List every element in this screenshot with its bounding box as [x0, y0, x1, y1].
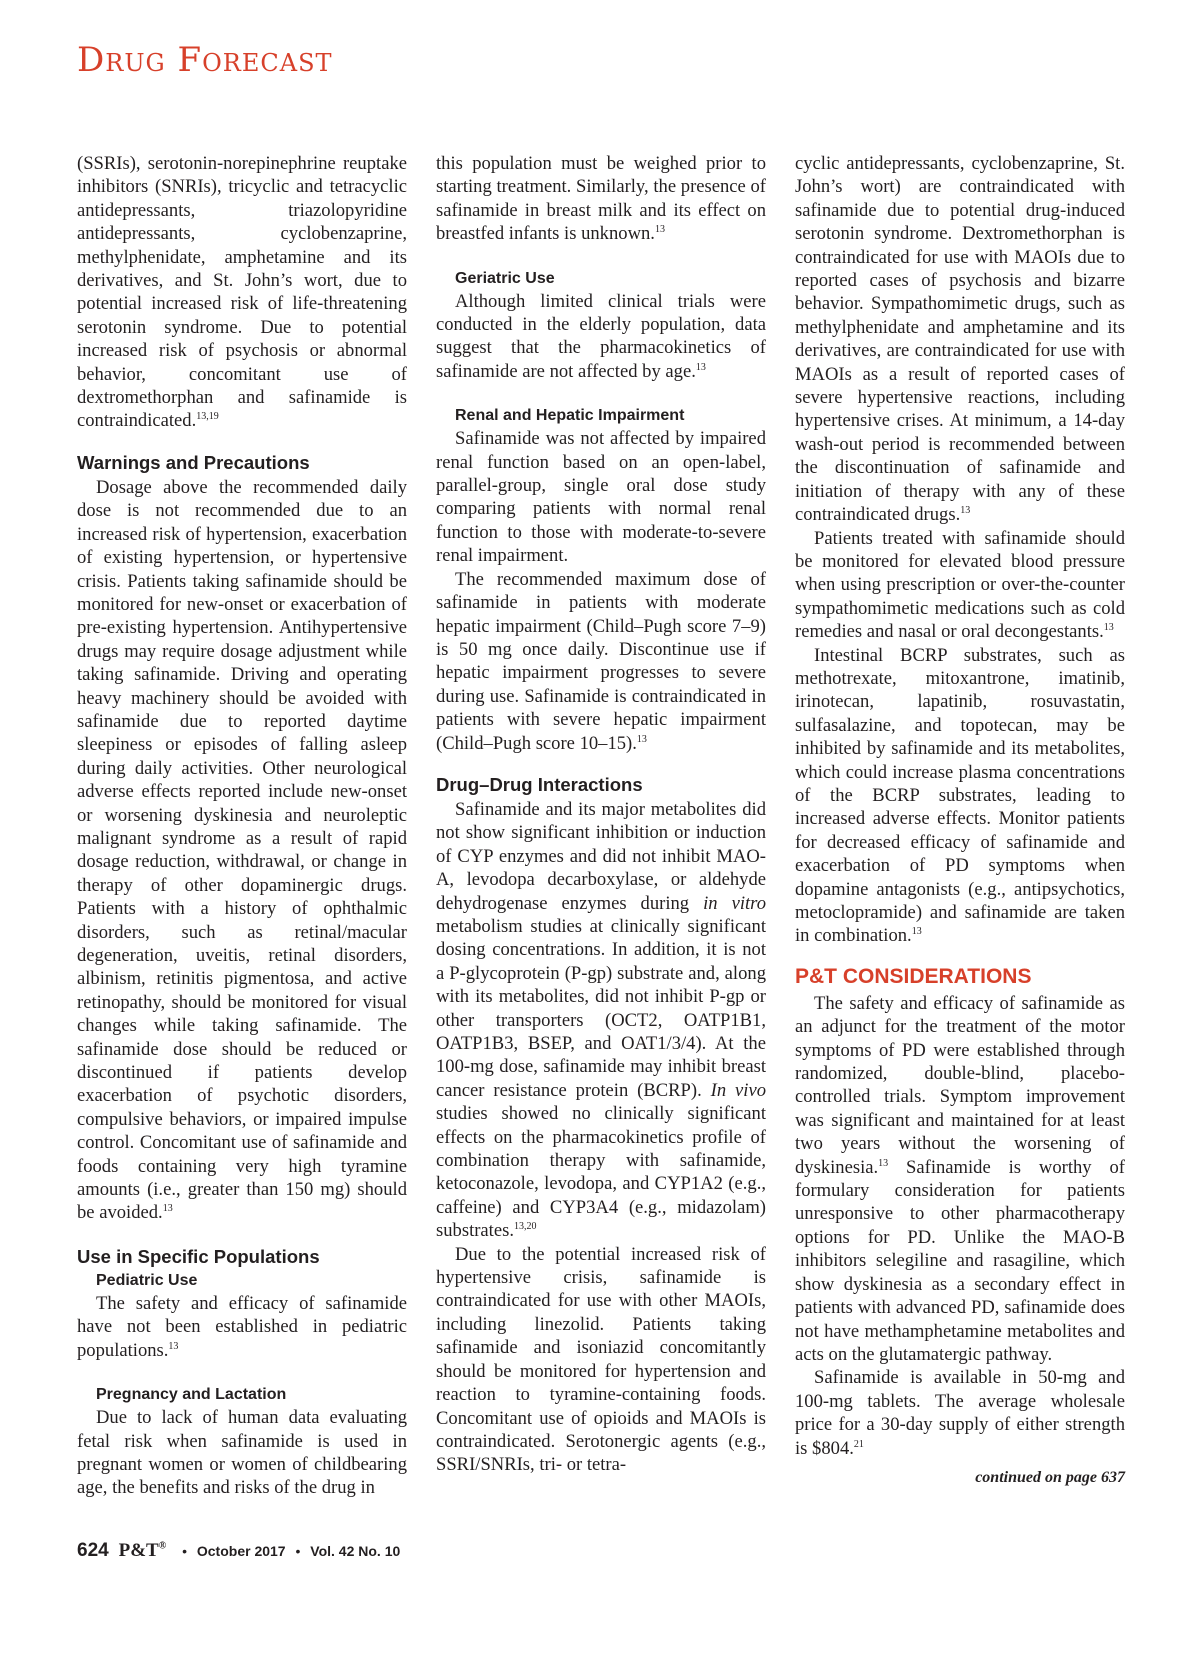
text-column-2 [436, 152, 766, 1477]
heading-specific-populations: Use in Specific Populations [77, 1245, 320, 1267]
heading-pt-considerations: P&T CONSIDERATIONS [795, 964, 1032, 988]
paragraph: (SSRIs), serotonin-norepinephrine reuptake inhibitors (SNRIs), tricyclic and tetracyclic antidepressants, triazolopyridine antidepressants, cyclobenzaprine, methylphenidate, amphetamine and its derivatives, and St. John’s wort, due to potential increased risk of life-threatening serotonin syndrome. Due to potential increased risk of psychosis or abnormal behavior, concomitant use of dextromethorphan and safinamide is contraindicated.$^{13,19}$ [77, 153, 407, 432]
paragraph: Dosage above the recommended daily dose is not recommended due to an increased risk of hypertension, exacerbation of existing hypertension, or hypertensive crisis. Patients taking safinamide should be monitored for new-onset or exacerbation of pre-existing hypertension. Antihypertensive drugs may require dosage adjustment while taking safinamide. Driving and operating heavy machinery should be avoided with safinamide due to reported daytime sleepiness or episodes of falling asleep during daily activities. Other neurological adverse effects reported include new-onset or worsening dyskinesia and neuroleptic malignant syndrome as a result of rapid dosage reduction, withdrawal, or change in therapy of other dopaminergic drugs. Patients with a history of ophthalmic disorders, such as retinal/macular degeneration, uveitis, retinal disorders, albinism, retinitis pigmentosa, and active retinopathy, should be monitored for visual changes while taking safinamide. The safinamide dose should be reduced or discontinued if patients develop exacerbation of psychotic disorders, compulsive behaviors, or impaired impulse control. Concomitant use of safinamide and foods containing very high tyramine amounts (i.e., greater than 150 mg) should be avoided.$^{13}$ [77, 476, 407, 1224]
reference: 13 [168, 1340, 179, 1352]
reference: 13 [1103, 621, 1114, 633]
reference: 13 [911, 926, 922, 938]
issue-date: October 2017 [196, 1543, 286, 1559]
text-column-1 [77, 152, 407, 1500]
paragraph: Due to lack of human data evaluating fetal risk when safinamide is used in pregnant women or women of childbearing age, the benefits and risks of the drug in [77, 1407, 407, 1499]
section-banner: Drug Forecast [77, 40, 333, 80]
reference: 13 [960, 504, 971, 516]
paragraph: The safety and efficacy of safinamide as an adjunct for the treatment of the motor symptoms of PD were established through randomized, double-blind, placebo-controlled trials. Symptom improvement was significant and maintained for at least two years without the worsening of dyskinesia.$^{13}$ Safinamide is worthy of formulary consideration for patients unresponsive to other pharmacotherapy options for PD. Unlike the MAO-B inhibitors selegiline and rasagiline, which show dyskinesia as a secondary effect in patients with advanced PD, safinamide does not have methamphetamine metabolites and acts on the glutamatergic pathway. [795, 992, 1125, 1365]
paragraph: Patients treated with safinamide should be monitored for elevated blood pressure when using prescription or over-the-counter sympathomimetic medications such as cold remedies and nasal or oral decongestants.$^{13}$ [795, 527, 1125, 643]
continued-note: continued on page 637 [975, 1468, 1125, 1486]
paragraph: The recommended maximum dose of safinamide in patients with moderate hepatic impairment (Child–Pugh score 7–9) is 50 mg once daily. Discontinue use if hepatic impairment progresses to severe during use. Safinamide is contraindicated in patients with severe hepatic impairment (Child–Pugh score 10–15).$^{13}$ [436, 568, 766, 754]
heading-drug-interactions: Drug–Drug Interactions [436, 773, 643, 795]
heading-geriatric: Geriatric Use [455, 269, 555, 287]
reference: 13 [162, 1203, 173, 1215]
paragraph: Safinamide and its major metabolites did not show significant inhibition or induction of CYP enzymes and did not inhibit MAO-A, levodopa decarboxylase, or aldehyde dehydrogenase enzymes during in vitro metabolism studies at clinically significant dosing concentrations. In addition, it is not a P-glycoprotein (P-gp) substrate and, along with its metabolites, did not inhibit P-gp or other transporters (OCT2, OATP1B1, OATP1B3, BSEP, and OAT1/3/4). At the 100-mg dose, safinamide may inhibit breast cancer resistance protein (BCRP). In vivo studies showed no clinically significant effects on the pharmacokinetics profile of combination therapy with safinamide, ketoconazole, levodopa, and CYP1A2 (e.g., caffeine) and CYP3A4 (e.g., midazolam) substrates.$^{13,20}$ [436, 798, 766, 1242]
reference: 13 [636, 733, 647, 745]
paragraph: Safinamide is available in 50-mg and 100-mg tablets. The average wholesale price for a 30-day supply of either strength is $804.21 [795, 1367, 1125, 1459]
reference: 13 [695, 361, 706, 373]
heading-warnings: Warnings and Precautions [77, 451, 310, 473]
volume-info: Vol. 42 No. 10 [310, 1543, 401, 1559]
reference: 21 [853, 1438, 864, 1450]
reference: 13 [878, 1157, 889, 1169]
paragraph: Intestinal BCRP substrates, such as methotrexate, mitoxantrone, imatinib, irinotecan, lapatinib, rosuvastatin, sulfasalazine, and topotecan, may be inhibited by safinamide and its metabolites, which could increase plasma concentrations of the BCRP substrates, leading to increased adverse effects. Monitor patients for decreased efficacy of safinamide and exacerbation of PD symptoms when dopamine antagonists (e.g., antipsychotics, metoclopramide) and safinamide are taken in combination.$^{13}$ [795, 644, 1125, 947]
reference: 13 [654, 224, 665, 236]
text-column-3 [795, 152, 1125, 1489]
journal-name: P&T® [118, 1540, 167, 1561]
paragraph: Safinamide was not affected by impaired renal function based on an open-label, parallel-group, single oral dose study comparing patients with normal renal function to those with moderate-to-severe renal impairment. [436, 428, 766, 567]
paragraph: Although limited clinical trials were conducted in the elderly population, data suggest that the pharmacokinetics of safinamide are not affected by age.$^{13}$ [436, 290, 766, 382]
reference: 13,19 [196, 411, 219, 423]
paragraph: cyclic antidepressants, cyclobenzaprine, St. John’s wort) are contraindicated with safinamide due to potential drug-induced serotonin syndrome. Dextromethorphan is contraindicated for use with MAOIs due to reported cases of psychosis and bizarre behavior. Sympathomimetic drugs, such as methylphenidate and amphetamine and its derivatives, are contraindicated for use with MAOIs as a result of reported cases of severe hypertensive reactions, including hypertensive crises. At minimum, a 14-day wash-out period is recommended between the discontinuation of safinamide and initiation of therapy with any of these contraindicated drugs.$^{13}$ [795, 153, 1125, 526]
page-number: 624 [77, 1540, 109, 1561]
page-footer: 624 P&T® • October 2017 • Vol. 42 No. 10 [77, 1540, 401, 1561]
paragraph: this population must be weighed prior to starting treatment. Similarly, the presence of safinamide in breast milk and its effect on breastfed infants is unknown.$^{13}$ [436, 153, 766, 245]
paragraph: Due to the potential increased risk of hypertensive crisis, safinamide is contraindicated for use with other MAOIs, including linezolid. Patients taking safinamide and isoniazid concomitantly should be monitored for hypertension and reaction to tyramine-containing foods. Concomitant use of opioids and MAOIs is contraindicated. Serotonergic agents (e.g., SSRI/SNRIs, tri- or tetra- [436, 1243, 766, 1476]
heading-pediatric: Pediatric Use [96, 1271, 198, 1289]
reference: 13,20 [513, 1221, 537, 1233]
paragraph: The safety and efficacy of safinamide have not been established in pediatric populations.$^{13}$ [77, 1292, 407, 1361]
heading-renal-hepatic: Renal and Hepatic Impairment [455, 407, 685, 425]
heading-pregnancy: Pregnancy and Lactation [96, 1386, 287, 1404]
